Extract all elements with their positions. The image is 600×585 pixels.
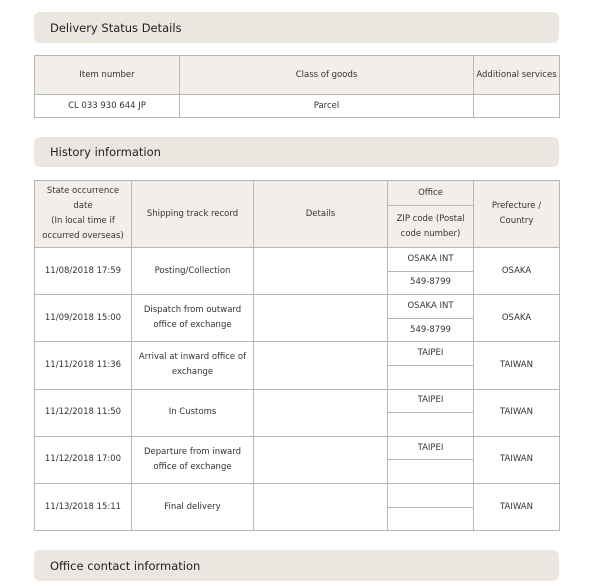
header-class-of-goods: Class of goods	[180, 56, 474, 95]
history-details-cell	[254, 483, 388, 530]
history-zip-cell: 549-8799	[388, 318, 474, 342]
header-prefecture: Prefecture / Country	[474, 181, 560, 248]
history-date-cell: 11/12/2018 17:00	[35, 436, 132, 483]
history-prefecture-cell: TAIWAN	[474, 436, 560, 483]
history-table	[34, 180, 560, 531]
history-track-cell: In Customs	[132, 389, 254, 436]
history-track-cell: Dispatch from outward office of exchange	[132, 295, 254, 342]
history-date-cell: 11/12/2018 11:50	[35, 389, 132, 436]
history-track-cell: Arrival at inward office of exchange	[132, 342, 254, 389]
history-information-header	[34, 137, 559, 167]
table-row	[35, 295, 560, 319]
delivery-status-table	[34, 55, 560, 118]
history-track-cell: Posting/Collection	[132, 248, 254, 295]
history-office-cell: OSAKA INT	[388, 248, 474, 272]
history-details-cell	[254, 295, 388, 342]
office-contact-header	[34, 550, 559, 581]
history-office-cell: TAIPEI	[388, 389, 474, 413]
history-prefecture-cell: OSAKA	[474, 295, 560, 342]
office-contact-title: Office contact information	[50, 558, 201, 573]
history-details-cell	[254, 248, 388, 295]
history-date-cell: 11/11/2018 11:36	[35, 342, 132, 389]
history-zip-cell	[388, 413, 474, 437]
header-additional-services: Additional services	[474, 56, 560, 95]
header-office: Office	[388, 181, 474, 206]
header-zip: ZIP code (Postal code number)	[388, 206, 474, 248]
history-prefecture-cell: TAIWAN	[474, 342, 560, 389]
history-office-cell: TAIPEI	[388, 342, 474, 366]
history-zip-cell	[388, 365, 474, 389]
table-row	[35, 389, 560, 413]
history-date-cell: 11/13/2018 15:11	[35, 483, 132, 530]
table-row	[35, 248, 560, 272]
item-number-cell: CL 033 930 644 JP	[35, 95, 180, 118]
history-zip-cell: 549-8799	[388, 271, 474, 295]
history-prefecture-cell: TAIWAN	[474, 483, 560, 530]
table-row	[35, 483, 560, 507]
table-row	[35, 95, 560, 118]
header-item-number: Item number	[35, 56, 180, 95]
delivery-status-title: Delivery Status Details	[50, 20, 182, 35]
history-office-cell: TAIPEI	[388, 436, 474, 460]
header-shipping-track: Shipping track record	[132, 181, 254, 248]
history-zip-cell	[388, 460, 474, 484]
table-row	[35, 342, 560, 366]
history-prefecture-cell: TAIWAN	[474, 389, 560, 436]
history-details-cell	[254, 436, 388, 483]
header-state-date: State occurrence date (In local time if occurred overseas)	[35, 181, 132, 248]
history-zip-cell	[388, 507, 474, 531]
history-track-cell: Departure from inward office of exchange	[132, 436, 254, 483]
class-of-goods-cell: Parcel	[180, 95, 474, 118]
history-date-cell: 11/08/2018 17:59	[35, 248, 132, 295]
table-row	[35, 436, 560, 460]
history-track-cell: Final delivery	[132, 483, 254, 530]
history-body	[35, 248, 560, 531]
history-date-cell: 11/09/2018 15:00	[35, 295, 132, 342]
delivery-status-header	[34, 12, 559, 43]
history-prefecture-cell: OSAKA	[474, 248, 560, 295]
history-information-title: History information	[50, 145, 161, 159]
history-office-cell: OSAKA INT	[388, 295, 474, 319]
history-details-cell	[254, 389, 388, 436]
header-details: Details	[254, 181, 388, 248]
additional-services-cell	[474, 95, 560, 118]
history-details-cell	[254, 342, 388, 389]
history-office-cell	[388, 483, 474, 507]
